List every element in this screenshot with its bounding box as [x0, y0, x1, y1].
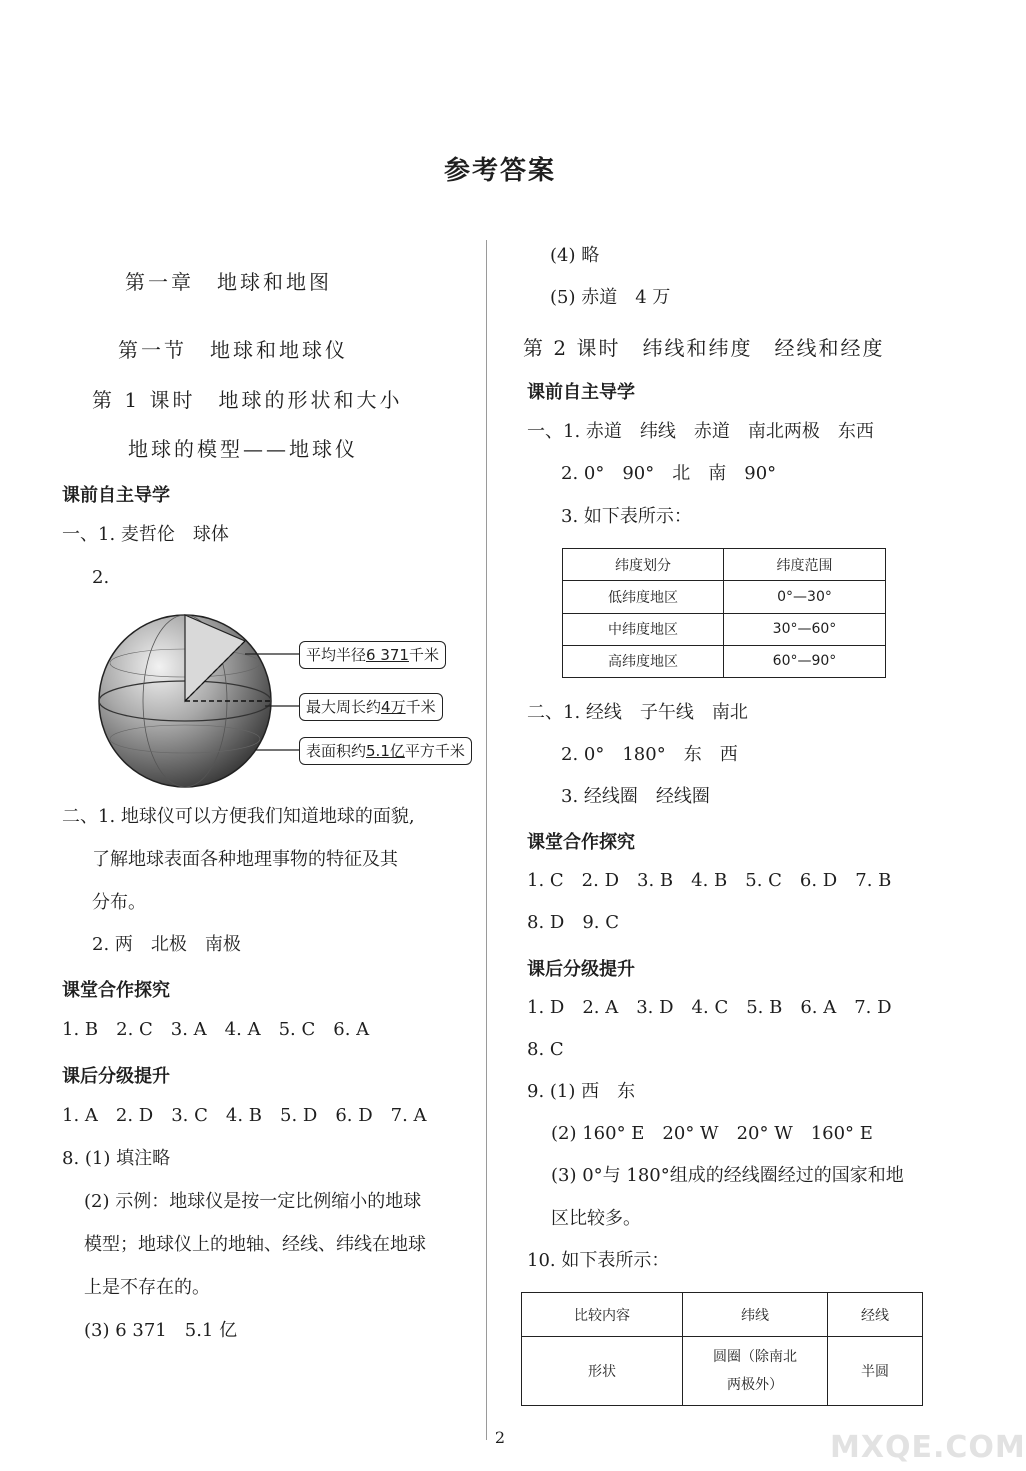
- table-header-cell: 纬度划分: [563, 549, 724, 581]
- label-value: 5.1亿: [366, 742, 405, 760]
- pre-class-heading-right: 课前自主导学: [527, 382, 635, 403]
- lesson-subheading: 地球的模型——地球仪: [128, 437, 358, 461]
- label-text: 最大周长约: [306, 698, 382, 716]
- answer-line: 8. C: [527, 1039, 564, 1060]
- table-cell: [683, 1337, 828, 1406]
- answer-line: 1. D 2. A 3. D 4. C 5. B 6. A 7. D: [527, 997, 892, 1018]
- answer-line: 了解地球表面各种地理事物的特征及其: [92, 849, 398, 870]
- cell-line: 圆圈（除南北: [713, 1349, 797, 1365]
- table-header-cell: 纬线: [683, 1293, 828, 1337]
- table-cell: 中纬度地区: [563, 613, 724, 645]
- answer-line: 二、1. 经线 子午线 南北: [527, 702, 748, 723]
- answer-line: 8. D 9. C: [527, 912, 619, 933]
- globe-label-area: [299, 737, 472, 765]
- class-heading-left: 课堂合作探究: [62, 980, 170, 1001]
- answer-line: 1. C 2. D 3. B 4. B 5. C 6. D 7. B: [527, 870, 892, 891]
- table-header-cell: 比较内容: [522, 1293, 683, 1337]
- answer-line: 2. 0° 90° 北 南 90°: [561, 463, 777, 484]
- label-value: 4万: [381, 698, 406, 716]
- label-unit: 千米: [408, 646, 439, 664]
- comparison-table: [521, 1292, 923, 1406]
- label-text: 表面积约: [306, 742, 367, 760]
- answer-line: 二、1. 地球仪可以方便我们知道地球的面貌,: [62, 806, 415, 827]
- table-row: [563, 613, 886, 645]
- answer-line: (2) 示例：地球仪是按一定比例缩小的地球: [84, 1191, 422, 1212]
- answer-line: 模型；地球仪上的地轴、经线、纬线在地球: [84, 1234, 426, 1255]
- watermark: MXQE.COM: [830, 1430, 1026, 1465]
- answer-line: 10. 如下表所示：: [527, 1250, 670, 1271]
- globe-label-circumference: [299, 693, 443, 721]
- table-header-row: [563, 549, 886, 581]
- globe-label-radius: [299, 641, 446, 669]
- table-cell: 60°—90°: [724, 645, 886, 677]
- section-heading: 第一节 地球和地球仪: [118, 338, 348, 362]
- label-unit: 平方千米: [404, 742, 465, 760]
- label-value: 6 371: [366, 646, 409, 664]
- chapter-heading: 第一章 地球和地图: [125, 270, 332, 294]
- table-cell: 低纬度地区: [563, 581, 724, 613]
- table-cell: 30°—60°: [724, 613, 886, 645]
- label-unit: 千米: [405, 698, 436, 716]
- answer-line: 2. 0° 180° 东 西: [561, 744, 738, 765]
- after-class-heading-right: 课后分级提升: [527, 959, 635, 980]
- table-cell: 0°—30°: [724, 581, 886, 613]
- answer-line: (2) 160° E 20° W 20° W 160° E: [551, 1123, 873, 1144]
- answer-line: 3. 经线圈 经线圈: [561, 786, 710, 807]
- pre-class-heading-left: 课前自主导学: [62, 485, 170, 506]
- table-cell: 形状: [522, 1337, 683, 1406]
- answer-line: 9. (1) 西 东: [527, 1081, 636, 1102]
- answer-line: 2. 两 北极 南极: [92, 934, 241, 955]
- answer-line: 一、1. 赤道 纬线 赤道 南北两极 东西: [527, 421, 874, 442]
- table-row: [563, 581, 886, 613]
- answer-line: (4) 略: [550, 245, 600, 266]
- lesson-2-heading: 第 2 课时 纬线和纬度 经线和经度: [523, 336, 885, 360]
- table-cell: 半圆: [828, 1337, 923, 1406]
- answer-line: 1. B 2. C 3. A 4. A 5. C 6. A: [62, 1019, 370, 1040]
- answer-line: 2.: [92, 567, 110, 588]
- answer-line: (5) 赤道 4 万: [550, 287, 671, 308]
- answer-line: 一、1. 麦哲伦 球体: [62, 524, 229, 545]
- cell-line: 两极外）: [727, 1377, 783, 1393]
- latitude-table: [562, 548, 886, 678]
- class-heading-right: 课堂合作探究: [527, 832, 635, 853]
- answer-line: 上是不存在的。: [84, 1277, 210, 1298]
- table-row: [563, 645, 886, 677]
- answer-line: (3) 6 371 5.1 亿: [84, 1320, 238, 1341]
- table-header-row: [522, 1293, 923, 1337]
- answer-line: 3. 如下表所示：: [561, 506, 692, 527]
- table-header-cell: 经线: [828, 1293, 923, 1337]
- page-number: 2: [494, 1428, 506, 1447]
- lesson-heading: 第 1 课时 地球的形状和大小: [92, 388, 403, 412]
- column-divider: [486, 240, 487, 1440]
- answer-line: 分布。: [92, 892, 146, 913]
- table-header-cell: 纬度范围: [724, 549, 886, 581]
- label-text: 平均半径: [306, 646, 367, 664]
- answer-line: (3) 0°与 180°组成的经线圈经过的国家和地: [551, 1165, 904, 1186]
- table-row: [522, 1337, 923, 1406]
- answer-line: 8. (1) 填注略: [62, 1148, 171, 1169]
- answer-line: 1. A 2. D 3. C 4. B 5. D 6. D 7. A: [62, 1105, 427, 1126]
- after-class-heading-left: 课后分级提升: [62, 1066, 170, 1087]
- table-cell: 高纬度地区: [563, 645, 724, 677]
- globe-leader-lines: [245, 640, 305, 760]
- page-title: 参考答案: [443, 156, 556, 186]
- answer-line: 区比较多。: [551, 1208, 641, 1229]
